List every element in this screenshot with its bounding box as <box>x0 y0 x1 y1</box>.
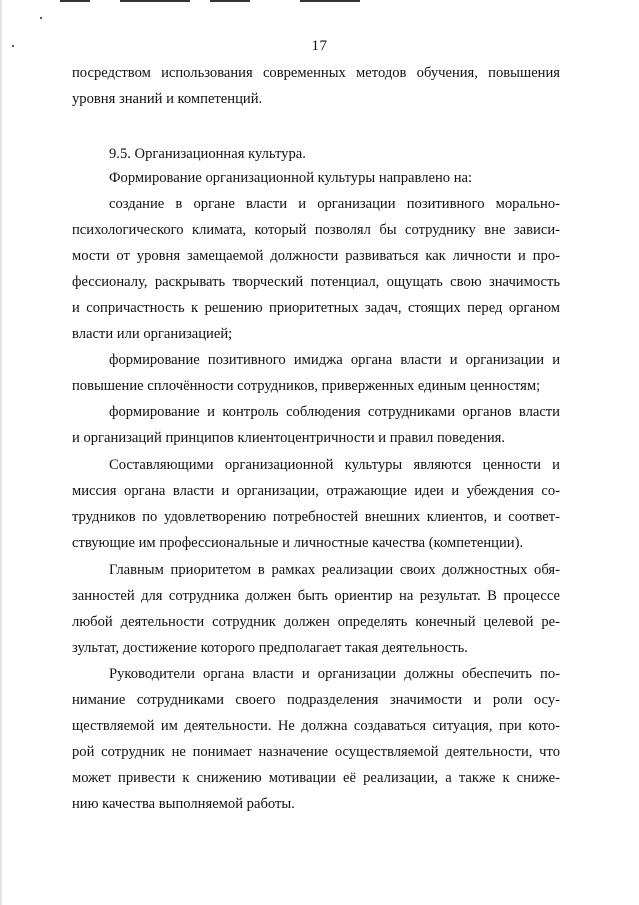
scan-edge <box>0 0 3 905</box>
section-heading: 9.5. Организационная культура. <box>109 146 306 162</box>
paragraph-item-image <box>72 347 560 399</box>
text-line: ществляемой им деятельности. Не должна создаваться ситуация, при кото- <box>72 718 560 734</box>
text-line: зультат, достижение которого предполагает такая деятельность. <box>72 640 468 656</box>
text-line: психологического климата, который позволял бы сотруднику вне зависи- <box>72 222 560 238</box>
text-line: рой сотрудник не понимает назначение осуществляемой деятельности, что <box>72 744 560 760</box>
text-line: формирование позитивного имиджа органа власти и организации и <box>109 352 560 368</box>
text-line: и организаций принципов клиентоцентричности и правил поведения. <box>72 430 506 446</box>
text-line: занностей для сотрудника должен быть ориентир на результат. В процессе <box>72 588 560 604</box>
paragraph-result-priority <box>72 557 560 661</box>
paragraph-components <box>72 452 560 556</box>
text-line: мости от уровня замещаемой должности развиваться как личности и про- <box>72 248 560 264</box>
text-line: власти или организацией; <box>72 326 233 342</box>
text-line: трудников по удовлетворению потребностей внешних клиентов, и соответ- <box>72 509 560 525</box>
paragraph-item-climate <box>72 191 560 347</box>
scan-mark <box>300 0 360 2</box>
scan-mark <box>210 0 250 2</box>
text-line: Главным приоритетом в рамках реализации своих должностных обя- <box>109 562 560 578</box>
text-line: посредством использования современных методов обучения, повышения <box>72 65 560 81</box>
paragraph-intro <box>72 165 560 191</box>
text-line: может привести к снижению мотивации её реализации, а также к сниже- <box>72 770 560 786</box>
text-line: Формирование организационной культуры направлено на: <box>109 170 473 186</box>
text-line: уровня знаний и компетенций. <box>72 91 263 107</box>
paragraph-item-control <box>72 399 560 451</box>
text-line: повышение сплочённости сотрудников, приверженных единым ценностям; <box>72 378 541 394</box>
scan-mark <box>120 0 190 2</box>
text-line: миссия органа власти и организации, отражающие идеи и убеждения со- <box>72 483 560 499</box>
paragraph-continuation <box>72 60 560 112</box>
text-line: Составляющими организационной культуры являются ценности и <box>109 457 560 473</box>
text-line: любой деятельности сотрудник должен определять конечный целевой ре- <box>72 614 560 630</box>
text-line: нию качества выполняемой работы. <box>72 796 295 812</box>
text-line: и сопричастность к решению приоритетных задач, стоящих перед органом <box>72 300 560 316</box>
text-line: формирование и контроль соблюдения сотрудниками органов власти <box>109 404 560 420</box>
text-line: фессионалу, раскрывать творческий потенциал, ощущать свою значимость <box>72 274 560 290</box>
scan-dot <box>40 17 42 19</box>
scan-mark <box>60 0 90 2</box>
text-line: Руководители органа власти и организации должны обеспечить по- <box>109 666 560 682</box>
paragraph-leaders <box>72 661 560 817</box>
text-line: ствующие им профессиональные и личностные качества (компетенции). <box>72 535 524 551</box>
page-number: 17 <box>311 38 328 54</box>
text-line: создание в органе власти и организации позитивного морально- <box>109 196 560 212</box>
text-line: нимание сотрудниками своего подразделения значимости и роли осу- <box>72 692 560 708</box>
